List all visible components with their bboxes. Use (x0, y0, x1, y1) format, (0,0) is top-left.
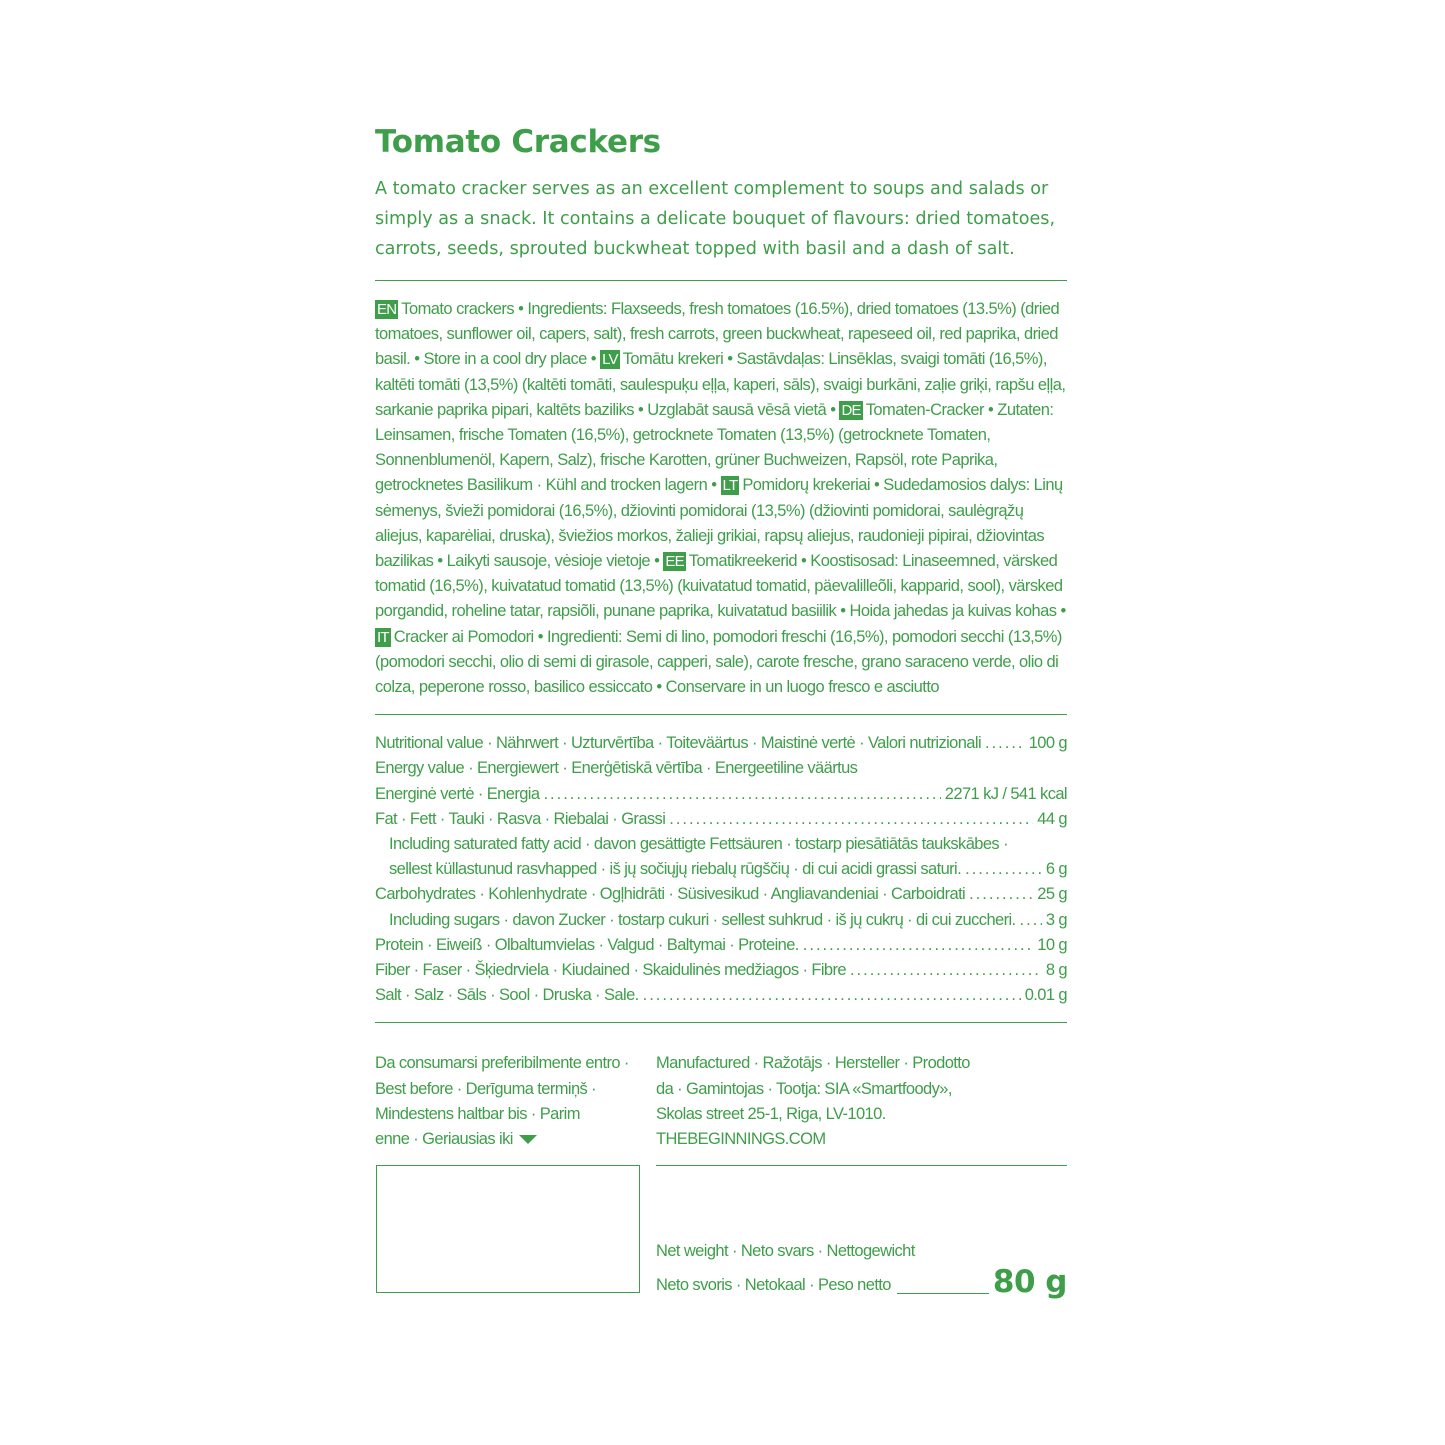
carbohydrates-row (375, 882, 1067, 907)
energy-row (375, 782, 1067, 807)
best-before-line: Best before · Derīguma termiņš · (375, 1079, 597, 1098)
language-tag-en: EN (377, 301, 397, 318)
protein-label: Protein · Eiweiß · Olbaltumvielas · Valgud · Baltymai · Proteine. (375, 935, 799, 954)
manufacturer-address: Skolas street 25-1, Riga, LV-1010. (656, 1104, 886, 1123)
best-before-line: Mindestens haltbar bis · Parim (375, 1104, 580, 1123)
product-label (375, 120, 1067, 1323)
fiber-label: Fiber · Faser · Šķiedrviela · Kiudained · Skaidulinės medžiagos · Fibre (375, 961, 846, 980)
fat-row (375, 807, 1067, 832)
fat-value: 44 g (1037, 809, 1067, 828)
language-tag-lv: LV (602, 351, 618, 369)
product-description: A tomato cracker serves as an excellent complement to soups and salads or simply as a snack. It contains a delicate bouquet of flavours: dried tomatoes, carrots, seeds, sprouted buckwheat topped with basil and a dash of salt. (375, 179, 1056, 259)
salt-value: 0.01 g (1024, 986, 1067, 1005)
energy-label: Energinė vertė · Energia (375, 784, 540, 803)
saturated-fat-label: sellest küllastunud rasvhapped · iš jų sočiųjų riebalų rūgščių · di cui acidi grassi saturi. (389, 860, 962, 879)
sugars-label: Including sugars · davon Zucker · tostarp cukuri · sellest suhkrud · iš jų cukrų · di cui zuccheri. (389, 910, 1016, 929)
best-before-line-last: enne · Geriausias iki (375, 1127, 645, 1152)
ingredients-text-en: Tomato crackers • Ingredients: Flaxseeds, fresh tomatoes (16.5%), dried tomatoes (13.5%) (dried tomatoes, sunflower oil, capers, salt), fresh carrots, green buckwheat, rapeseed oil, red paprika, dried basil. • Store in a cool dry place • (375, 300, 1060, 369)
net-weight-leader-line (897, 1292, 989, 1294)
language-tag-de: DE (841, 401, 861, 419)
ingredients-text-it: Cracker ai Pomodori • Ingredienti: Semi di lino, pomodori freschi (16,5%), pomodori secchi (13,5%) (pomodori secchi, olio di semi di girasole, capperi, sale), carote fresche, grano saraceno verde, olio di colza, peperone rosso, basilico essiccato • Conservare in un luogo fresco e asciutto (375, 627, 1062, 697)
manufacturer-info (656, 1051, 1067, 1152)
language-tag-it: IT (377, 628, 389, 646)
bottom-section (375, 1023, 1067, 1323)
net-weight-value: 80 g (992, 1263, 1067, 1300)
language-tag-ee: EE (665, 553, 684, 571)
language-tag-lt: LT (722, 477, 738, 495)
ingredients-text-lv: Tomātu krekeri • Sastāvdaļas: Linsēklas, svaigi tomāti (16,5%), kaltēti tomāti (13,5%) (kaltēti tomāti, saulespuķu eļļa, kaperi, sāls), svaigi burkāni, zaļie griķi, rapšu eļļa, sarkanie paprika pipari, kaltēts baziliks • Uzglabāt sausā vēsā vietā • (375, 350, 1066, 419)
energy-value: 2271 kJ / 541 kcal (944, 784, 1067, 803)
carbohydrates-label: Carbohydrates · Kohlenhydrate · Ogļhidrāti · Süsivesikud · Angliavandeniai · Carboidrati (375, 885, 966, 904)
nutrition-table (375, 731, 1067, 1008)
best-before-date-box (376, 1165, 640, 1293)
sugars-row (375, 908, 1067, 933)
saturated-fat-row (375, 857, 1067, 882)
ingredients-block (375, 297, 1067, 700)
fiber-row (375, 958, 1067, 983)
best-before-line: Da consumarsi preferibilmente entro · (375, 1054, 629, 1073)
divider (375, 714, 1067, 715)
best-before-text (375, 1051, 645, 1152)
saturated-fat-value: 6 g (1045, 860, 1067, 879)
fat-label: Fat · Fett · Tauki · Rasva · Riebalai · Grassi (375, 809, 666, 828)
saturated-fat-label-line: Including saturated fatty acid · davon gesättigte Fettsäuren · tostarp piesātiātās taukskābes · (389, 835, 1008, 854)
manufacturer-line: Manufactured · Ražotājs · Hersteller · Prodotto (656, 1054, 970, 1073)
protein-row (375, 933, 1067, 958)
net-weight-block (656, 1239, 1067, 1298)
sugars-value: 3 g (1045, 910, 1067, 929)
nutrition-header-row (375, 731, 1067, 756)
manufacturer-website: THEBEGINNINGS.COM (656, 1130, 826, 1149)
divider (375, 280, 1067, 281)
ingredients-text-de: Tomaten-Cracker • Zutaten: Leinsamen, frische Tomaten (16,5%), getrocknete Tomaten (13,5%) (getrocknete Tomaten, Sonnenblumenöl, Kapern, Salz), frische Karotten, grüner Buchweizen, Rapsöl, rote Paprika, getrocknetes Basilikum · Kühl and trocken lagern • (375, 400, 1054, 495)
nutrition-header-label: Nutritional value · Nährwert · Uzturvērtība · Toiteväärtus · Maistinė vertė · Valori nutrizionali (375, 734, 982, 753)
salt-label: Salt · Salz · Sāls · Sool · Druska · Sale. (375, 986, 639, 1005)
carbohydrates-value: 25 g (1037, 885, 1067, 904)
net-weight-label: Net weight · Neto svars · Nettogewicht (656, 1242, 915, 1261)
manufacturer-line: da · Gamintojas · Tootja: SIA «Smartfoody», (656, 1079, 952, 1098)
product-title: Tomato Crackers (375, 124, 661, 160)
ingredients-text-ee: Tomatikreekerid • Koostisosad: Linaseemned, värsked tomatid (16,5%), kuivatatud tomatid (13,5%) (kuivatatud tomatid, päevalilleõli, kapparid, sool), värsked porgandid, roheline tatar, rapsiõli, punane paprika, kuivatatud basiilik • Hoida jahedas ja kuivas kohas • (375, 552, 1066, 621)
fiber-value: 8 g (1045, 961, 1067, 980)
energy-label-line: Energy value · Energiewert · Enerģētiskā vērtība · Energeetiline väärtus (375, 759, 858, 778)
protein-value: 10 g (1037, 935, 1067, 954)
nutrition-header-value: 100 g (1028, 734, 1067, 753)
divider (656, 1165, 1067, 1166)
arrow-down-icon (519, 1135, 537, 1144)
ingredients-text-lt: Pomidorų krekeriai • Sudedamosios dalys: Linų sėmenys, švieži pomidorai (16,5%), džiovinti pomidorai (13,5%) (džiovinti pomidorai, saulėgrąžų aliejus, kaparėliai, druska), šviežios morkos, žalieji grikiai, rapsų aliejus, raudonieji pipirai, džiovintas bazilikas • Laikyti sausoje, vėsioje vietoje • (375, 476, 1063, 571)
salt-row (375, 983, 1067, 1008)
ingredients-it (375, 628, 1062, 696)
net-weight-label-2: Neto svoris · Netokaal · Peso netto (656, 1276, 891, 1295)
